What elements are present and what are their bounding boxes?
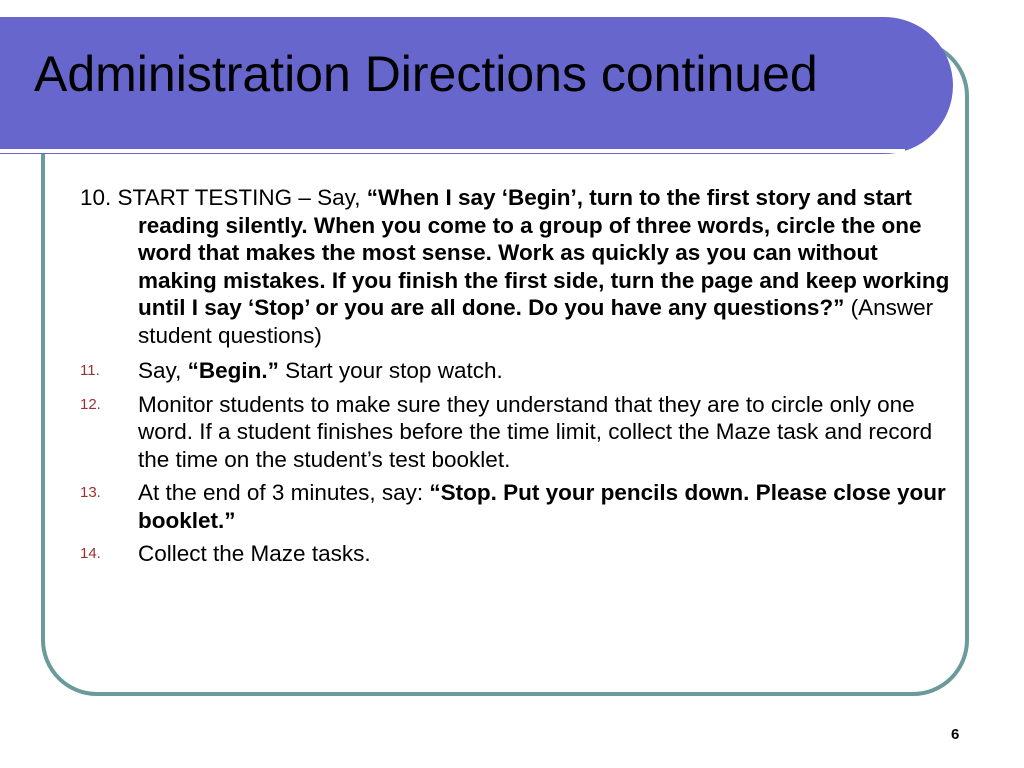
list-item-13 <box>80 479 952 534</box>
list-item-text <box>138 540 952 568</box>
list-item-text <box>138 479 952 534</box>
list-number: 12. <box>80 395 101 413</box>
item-text-plain: Monitor students to make sure they understand that they are to circle only one word. If a student finishes before the time limit, collect the Maze task and record the time on the student’s test booklet. <box>138 391 933 472</box>
page-number: 6 <box>951 726 960 743</box>
list-number: 14. <box>80 545 101 562</box>
list-number: 11. <box>80 362 100 379</box>
slide-title: Administration Directions continued <box>34 46 818 102</box>
step-10-note: (Answer student questions) <box>138 295 934 348</box>
list-item-11 <box>80 357 952 385</box>
step-10-intro: 10. START TESTING – Say, <box>80 185 367 210</box>
step-10-quote: “When I say ‘Begin’, turn to the first story and start reading silently. When you come to a group of three words, circle the one word that makes the most sense. Work as quickly as you can without making mistakes. If you finish the first side, turn the page and keep working until I say ‘Stop’ or you are all done. Do you have any questions?” <box>138 185 950 320</box>
slide-body <box>80 184 952 574</box>
list-item-text <box>138 357 952 385</box>
title-underline-rule <box>0 149 905 153</box>
item-text-plain: Collect the Maze tasks. <box>138 541 371 566</box>
item-text-after: Start your stop watch. <box>278 358 503 383</box>
item-text-bold: “Begin.” <box>187 358 279 383</box>
item-text-plain: At the end of 3 minutes, say: <box>138 480 430 505</box>
list-number: 13. <box>80 484 101 501</box>
list-item-text <box>138 391 952 474</box>
step-10-paragraph <box>80 184 952 349</box>
item-text-bold: “Stop. Put your pencils down. Please close your booklet.” <box>138 480 946 533</box>
list-item-14 <box>80 540 952 568</box>
item-text-plain: Say, <box>138 358 188 383</box>
list-item-12 <box>80 391 952 474</box>
